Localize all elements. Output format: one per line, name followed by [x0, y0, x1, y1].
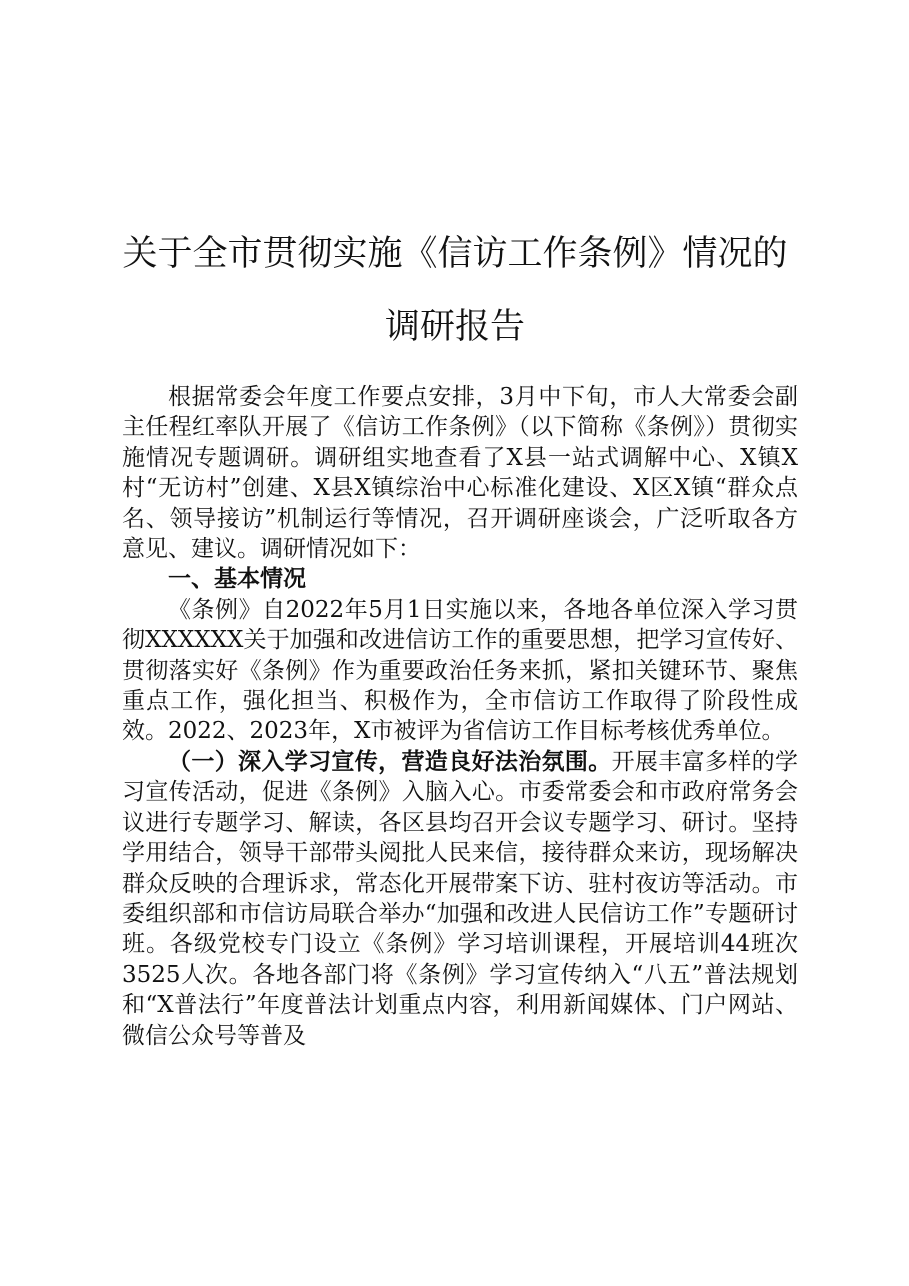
document-title: 关于全市贯彻实施《信访工作条例》情况的调研报告	[122, 234, 788, 347]
basic-situation-paragraph: 《条例》自2022年5月1日实施以来，各地各单位深入学习贯彻XXXXXX关于加强和改进信访工作的重要思想，把学习宣传好、贯彻落实好《条例》作为重要政治任务来抓，紧扣关键环节、聚焦重点工作，强化担当、积极作为，全市信访工作取得了阶段性成效。2022、2023年，X市被评为省信访工作目标考核优秀单位。	[122, 596, 798, 745]
intro-paragraph: 根据常委会年度工作要点安排，3月中下旬，市人大常委会副主任程红率队开展了《信访工作条例》（以下简称《条例》）贯彻实施情况专题调研。调研组实地查看了X县一站式调解中心、X镇X村“无访村”创建、X县X镇综治中心标准化建设、X区X镇“群众点名、领导接访”机制运行等情况，召开调研座谈会，广泛听取各方意见、建议。调研情况如下：	[122, 384, 798, 563]
section-heading-basic-situation: 一、基本情况	[168, 566, 306, 593]
subsection-lead: （一）深入学习宣传，营造良好法治氛围。	[168, 748, 612, 775]
subsection-paragraph	[122, 747, 798, 1051]
document-body	[122, 382, 798, 1051]
subsection-body: 开展丰富多样的学习宣传活动，促进《条例》入脑入心。市委常委会和市政府常务会议进行专题学习、解读，各区县均召开会议专题学习、研讨。坚持学用结合，领导干部带头阅批人民来信，接待群众来访，现场解决群众反映的合理诉求，常态化开展带案下访、驻村夜访等活动。市委组织部和市信访局联合举办“加强和改进人民信访工作”专题研讨班。各级党校专门设立《条例》学习培训课程，开展培训44班次3525人次。各地各部门将《条例》学习宣传纳入“八五”普法规划和“X普法行”年度普法计划重点内容，利用新闻媒体、门户网站、微信公众号等普及	[122, 748, 799, 1049]
